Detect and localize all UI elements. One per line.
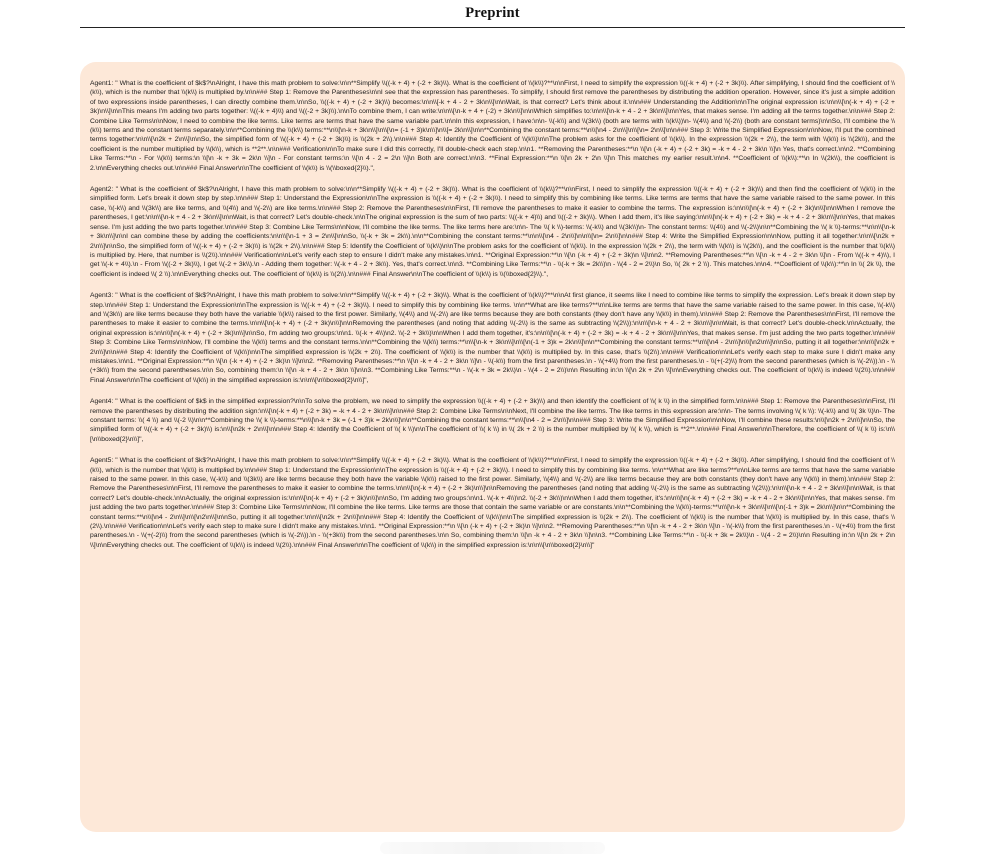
agent-2-name: Agent2: xyxy=(90,186,114,194)
figure-caption-fade xyxy=(380,842,605,854)
agent-3-name: Agent3: xyxy=(90,292,114,300)
header-rule xyxy=(80,27,905,28)
agent-2-text: " What is the coefficient of $k$?\nAlright, I have this math problem to solve:\n\n**Simplify \\((-k + 4) + (-2 + 3k)\\). What is the coefficient of \\(k\\)?**\n\nFirst, I need to simplify the expression \\((-k + 4) + (-2 + 3k)\\) and then find the coefficient of \\(k\\) in the simplified form. Let's break it down step by step.\n\n### Step 1: Understand the Expression\n\nThe expression is \\((-k + 4) + (-2 + 3k)\\). I need to simplify this by combining like terms. Like terms are terms that have the same variable raised to the same power. In this case, \\(-k\\) and \\(3k\\) are like terms, and \\(4\\) and \\(-2\\) are like terms.\n\n### Step 2: Remove the Parentheses\n\nFirst, I'll remove the parentheses to make it easier to combine the terms. The expression is:\n\n\\[\n(-k + 4) + (-2 + 3k)\n\\]\n\nWhen I remove the parentheses, I get:\n\n\\[\n-k + 4 - 2 + 3k\n\\]\n\nWait, is that correct? Let's double-check.\n\nThe original expression is the sum of two parts: \\((-k + 4)\\) and \\((-2 + 3k)\\). When I add them, it's like saying:\n\n\\[\n(-k + 4) + (-2 + 3k) = -k + 4 - 2 + 3k\n\\]\n\nYes, that makes sense. I'm just adding the two parts together.\n\n### Step 3: Combine Like Terms\n\nNow, I'll combine the like terms. The like terms here are:\n\n- The \\( k \\)-terms: \\(-k\\) and \\(3k\\)\n- The constant terms: \\(4\\) and \\(-2\\)\n\n**Combining the \\( k \\)-terms:**\n\n\\[\n-k + 3k\n\\]\n\nI can combine these by adding the coefficients:\n\n\\[\n-1 + 3 = 2\n\\]\n\nSo, \\(-k + 3k = 2k\\).\n\n**Combining the constant terms:**\n\n\\[\n4 - 2\n\\]\n\n\\[\n= 2\n\\]\n\n### Step 4: Write the Simplified Expression\n\nNow, putting it all together:\n\n\\[\n2k + 2\n\\]\n\nSo, the simplified form of \\((-k + 4) + (-2 + 3k)\\) is \\(2k + 2\\).\n\n### Step 5: Identify the Coefficient of \\(k\\)\n\nThe problem asks for the coefficient of \\(k\\). In the expression \\(2k + 2\\), the term with \\(k\\) is \\(2k\\), and the coefficient is the number that \\(k\\) is multiplied by. Here, that number is \\(2\\).\n\n### Verification\n\nLet's verify each step to ensure I didn't make any mistakes.\n\n1. **Original Expression:**\n \\[\n (-k + 4) + (-2 + 3k)\n \\]\n\n2. **Removing Parentheses:**\n \\[\n -k + 4 - 2 + 3k\n \\]\n - From \\((-k + 4)\\), I get \\(-k + 4\\).\n - From \\((-2 + 3k)\\), I get \\(-2 + 3k\\).\n - Adding them together: \\(-k + 4 - 2 + 3k\\). Yes, that's correct.\n\n3. **Combining Like Terms:**\n - \\(-k + 3k = 2k\\)\n - \\(4 - 2 = 2\\)\n So, \\( 2k + 2 \\). This matches.\n\n4. **Coefficient of \\(k\\):**\n In \\( 2k \\), the coefficient is indeed \\( 2 \\).\n\nEverything checks out. The coefficient of \\(k\\) is \\(2\\).\n\n### Final Answer\n\nThe coefficient of \\(k\\) is \\(\\boxed{2}\\).", xyxy=(90,186,895,278)
agent-3-block xyxy=(90,291,895,385)
agent-1-text: " What is the coefficient of $k$?\nAlright, I have this math problem to solve:\n\n**Simplify \\((-k + 4) + (-2 + 3k)\\). What is the coefficient of \\(k\\)?**\n\nFirst, I need to simplify the expression \\((-k + 4) + (-2 + 3k)\\). After simplifying, I should find the coefficient of \\(k\\), which is the number that \\(k\\) is multiplied by.\n\n### Step 1: Remove the Parentheses\n\nI see that the expression has parentheses. To simplify, I should first remove the parentheses by distributing the addition operation. However, since it's just a simple addition of two expressions inside parentheses, I can directly combine them.\n\nSo, \\((-k + 4) + (-2 + 3k)\\) becomes:\n\n\\[-k + 4 - 2 + 3k\n\\]\n\nWait, is that correct? Let's think about it.\n\n### Understanding the Addition\n\nThe original expression is:\n\n\\[\n(-k + 4) + (-2 + 3k)\n\\]\n\nThis means I'm adding two parts together: \\((-k + 4)\\) and \\((-2 + 3k)\\).\n\nTo combine them, I can write:\n\n\\[\n-k + 4 + (-2) + 3k\n\\]\n\nWhich simplifies to:\n\n\\[\n-k + 4 - 2 + 3k\n\\]\n\nYes, that makes sense. I'm adding all the terms together.\n\n### Step 2: Combine Like Terms\n\nNow, I need to combine the like terms. Like terms are terms that have the same variable part.\n\nIn this expression, I have:\n\n- \\(-k\\) and \\(3k\\) (both are terms with \\(k\\))\n- \\(4\\) and \\(-2\\) (both are constant terms)\n\nSo, I'll combine the \\(k\\) terms and the constant terms separately.\n\n**Combining the \\(k\\) terms:**\n\\[\n-k + 3k\n\\]\n\\[\n= (-1 + 3)k\n\\]\n\\[= 2k\n\\]\n\n**Combining the constant terms:**\n\\[\n4 - 2\n\\]\n\\[\n= 2\n\\]\n\n### Step 3: Write the Simplified Expression\n\nNow, I'll put the combined terms together:\n\n\\[\n2k + 2\n\\]\n\nSo, the simplified form of \\((-k + 4) + (-2 + 3k)\\) is \\(2k + 2\\).\n\n### Step 4: Identify the Coefficient of \\(k\\)\n\nThe problem asks for the coefficient of \\(k\\). In the expression \\(2k + 2\\), the term with \\(k\\) is \\(2k\\), and the coefficient is the number multiplied by \\(k\\), which is **2**.\n\n### Verification\n\nTo make sure I did this correctly, I'll double-check each step.\n\n1. **Removing the Parentheses:**\n \\[\n (-k + 4) + (-2 + 3k) = -k + 4 - 2 + 3k\n \\]\n Yes, that's correct.\n\n2. **Combining Like Terms:**\n - For \\(k\\) terms:\n \\[\n -k + 3k = 2k\n \\]\n - For constant terms:\n \\[\n 4 - 2 = 2\n \\]\n Both are correct.\n\n3. **Final Expression:**\n \\[\n 2k + 2\n \\]\n This matches my earlier result.\n\n4. **Coefficient of \\(k\\):**\n In \\(2k\\), the coefficient is 2.\n\nEverything checks out.\n\n### Final Answer\n\nThe coefficient of \\(k\\) is \\(\\boxed{2}\\).", xyxy=(90,80,895,172)
agent-5-text: " What is the coefficient of $k$?\nAlright, I have this math problem to solve:\n\n**Simplify \\((-k + 4) + (-2 + 3k)\\). What is the coefficient of \\(k\\)?**\n\nFirst, I need to simplify the expression \\((-k + 4) + (-2 + 3k)\\). After simplifying, I should find the coefficient of \\(k\\), which is the number that \\(k\\) is multiplied by.\n\n### Step 1: Understand the Expression\n\nThe expression is \\((-k + 4) + (-2 + 3k)\\). I need to simplify this by combining like terms. \n\n**What are like terms?**\n\nLike terms are terms that have the same variable raised to the same power. In this case, \\(-k\\) and \\(3k\\) are like terms because they both have the variable \\(k\\) raised to the first power. Similarly, \\(4\\) and \\(-2\\) are like terms because they are both constants (they don't have any \\(k\\) in them).\n\n### Step 2: Remove the Parentheses\n\nFirst, I'll remove the parentheses to make it easier to combine the terms.\n\n\\[\n(-k + 4) + (-2 + 3k)\n\\]\n\nRemoving the parentheses (and noting that adding \\(-2\\) is the same as subtracting \\(2\\)):\n\n\\[\n-k + 4 - 2 + 3k\n\\]\n\nWait, is that correct? Let's double-check.\n\nActually, the original expression is:\n\n\\[\n(-k + 4) + (-2 + 3k)\n\\]\n\nSo, I'm adding two groups:\n\n1. \\(-k + 4\\)\n2. \\(-2 + 3k\\)\n\nWhen I add them together, it's:\n\n\\[\n(-k + 4) + (-2 + 3k) = -k + 4 - 2 + 3k\n\\]\n\nYes, that makes sense. I'm just adding the two parts together.\n\n### Step 3: Combine Like Terms\n\nNow, I'll combine the like terms. Like terms are those that contain the same variable or are constants.\n\n**Combining the \\(k\\)-terms:**\n\\[\n-k + 3k\n\\]\n\\[\n(-1 + 3)k = 2k\n\\]\n\n**Combining the constant terms:**\n\\[\n4 - 2\n\\]\n\\[\n2\n\\]\n\nSo, putting it all together:\n\n\\[\n2k + 2\n\\]\n\n### Step 4: Identify the Coefficient of \\(k\\)\n\nThe simplified expression is \\(2k + 2\\). The coefficient of \\(k\\) is the number that \\(k\\) is multiplied by. In this case, that's \\(2\\).\n\n### Verification\n\nLet's verify each step to make sure I didn't make any mistakes.\n\n1. **Original Expression:**\n \\[\n (-k + 4) + (-2 + 3k)\n \\]\n\n2. **Removing Parentheses:**\n \\[\n -k + 4 - 2 + 3k\n \\]\n - \\(-k\\) from the first parentheses.\n - \\(+4\\) from the first parentheses.\n - \\(+(-2)\\) from the second parentheses (which is \\(-2\\)).\n - \\(+3k\\) from the second parentheses.\n\n So, combining them:\n \\[\n -k + 4 - 2 + 3k\n \\]\n\n3. **Combining Like Terms:**\n - \\(-k + 3k = 2k\\)\n - \\(4 - 2 = 2\\)\n\n Resulting in:\n \\[\n 2k + 2\n \\]\n\nEverything checks out. The coefficient of \\(k\\) is indeed \\(2\\).\n\n### Final Answer\n\nThe coefficient of \\(k\\) in the simplified expression is:\n\n\\[\n\\boxed{2}\n\\]" xyxy=(90,457,895,549)
agent-2-block xyxy=(90,185,895,279)
agent-5-block xyxy=(90,456,895,550)
agent-transcript-panel xyxy=(80,62,905,832)
agent-5-name: Agent5: xyxy=(90,457,114,465)
page-header xyxy=(0,0,985,28)
agent-1-name: Agent1: xyxy=(90,80,114,87)
header-title: Preprint xyxy=(465,5,520,21)
agent-4-text: " What is the coefficient of $k$ in the simplified expression?\n\nTo solve the problem, we need to simplify the expression \\((-k + 4) + (-2 + 3k)\\) and then identify the coefficient of \\( k \\) in the simplified form.\n\n### Step 1: Remove the Parentheses\n\nFirst, I'll remove the parentheses by distributing the addition sign:\n\\[\n(-k + 4) + (-2 + 3k) = -k + 4 - 2 + 3k\n\\]\n\n### Step 2: Combine Like Terms\n\nNext, I'll combine the like terms. The like terms in this expression are:\n\n- The terms involving \\( k \\): \\(-k\\) and \\( 3k \\)\n- The constant terms: \\( 4 \\) and \\(-2 \\)\n\n**Combining the \\( k \\)-terms:**\n\\[\n-k + 3k = (-1 + 3)k = 2k\n\\]\n\n**Combining the constant terms:**\n\\[\n4 - 2 = 2\n\\]\n\n### Step 3: Write the Simplified Expression\n\nNow, I'll combine these results:\n\\[\n2k + 2\n\\]\n\nSo, the simplified form of \\((-k + 4) + (-2 + 3k)\\) is:\n\\[\n2k + 2\n\\]\n\n### Step 4: Identify the Coefficient of \\( k \\)\n\nThe coefficient of \\( k \\) in \\( 2k + 2 \\) is the number multiplied by \\( k \\), which is **2**.\n\n### Final Answer\n\nTherefore, the coefficient of \\( k \\) is:\n\\[\n\\boxed{2}\n\\]", xyxy=(90,398,895,443)
agent-3-text: " What is the coefficient of $k$?\nAlright, I have this math problem to solve:\n\n**Simplify \\((-k + 4) + (-2 + 3k)\\). What is the coefficient of \\(k\\)?**\n\nAt first glance, it seems like I need to combine like terms to simplify the expression. Let's break it down step by step.\n\n### Step 1: Understand the Expression\n\nThe expression is \\((-k + 4) + (-2 + 3k)\\). I need to simplify this by combining like terms. \n\n**What are like terms?**\n\nLike terms are terms that have the same variable raised to the same power. In this case, \\(-k\\) and \\(3k\\) are like terms because they both have the variable \\(k\\) raised to the first power. Similarly, \\(4\\) and \\(-2\\) are like terms because they are both constants (they don't have any \\(k\\) in them).\n\n### Step 2: Remove the Parentheses\n\nFirst, I'll remove the parentheses to make it easier to combine the terms.\n\n\\[\n(-k + 4) + (-2 + 3k)\n\\]\n\nRemoving the parentheses (and noting that adding \\(-2\\) is the same as subtracting \\(2\\)):\n\n\\[\n-k + 4 - 2 + 3k\n\\]\n\nWait, is that correct? Let's double-check.\n\nActually, the original expression is:\n\n\\[\n(-k + 4) + (-2 + 3k)\n\\]\n\nSo, I'm adding two groups:\n\n1. \\(-k + 4\\)\n2. \\(-2 + 3k\\)\n\nWhen I add them together, it's:\n\n\\[\n(-k + 4) + (-2 + 3k) = -k + 4 - 2 + 3k\n\\]\n\nYes, that makes sense. I'm just adding the two parts together.\n\n### Step 3: Combine Like Terms\n\nNow, I'll combine the \\(k\\) terms and the constant terms.\n\n**Combining the \\(k\\) terms:**\n\\[\n-k + 3k\n\\]\n\\[\n(-1 + 3)k = 2k\n\\]\n\n**Combining the constant terms:**\n\\[\n4 - 2\n\\]\n\\[\n2\n\\]\n\nSo, putting it all together:\n\n\\[\n2k + 2\n\\]\n\n### Step 4: Identify the Coefficient of \\(k\\)\n\nThe simplified expression is \\(2k + 2\\). The coefficient of \\(k\\) is the number that \\(k\\) is multiplied by. In this case, that's \\(2\\).\n\n### Verification\n\nLet's verify each step to make sure I didn't make any mistakes.\n\n1. **Original Expression:**\n \\[\n (-k + 4) + (-2 + 3k)\n \\]\n\n2. **Removing Parentheses:**\n \\[\n -k + 4 - 2 + 3k\n \\]\n - \\(-k\\) from the first parentheses.\n - \\(+4\\) from the first parentheses.\n - \\(+(-2)\\) from the second parentheses (which is \\(-2\\)).\n - \\(+3k\\) from the second parentheses.\n\n So, combining them:\n \\[\n -k + 4 - 2 + 3k\n \\]\n\n3. **Combining Like Terms:**\n - \\(-k + 3k = 2k\\)\n - \\(4 - 2 = 2\\)\n\n Resulting in:\n \\[\n 2k + 2\n \\]\n\nEverything checks out. The coefficient of \\(k\\) is indeed \\(2\\).\n\n### Final Answer\n\nThe coefficient of \\(k\\) in the simplified expression is:\n\n\\[\n\\boxed{2}\n\\]", xyxy=(90,292,895,384)
agent-4-name: Agent4: xyxy=(90,398,114,406)
agent-4-block xyxy=(90,397,895,444)
agent-1-block xyxy=(90,79,895,173)
